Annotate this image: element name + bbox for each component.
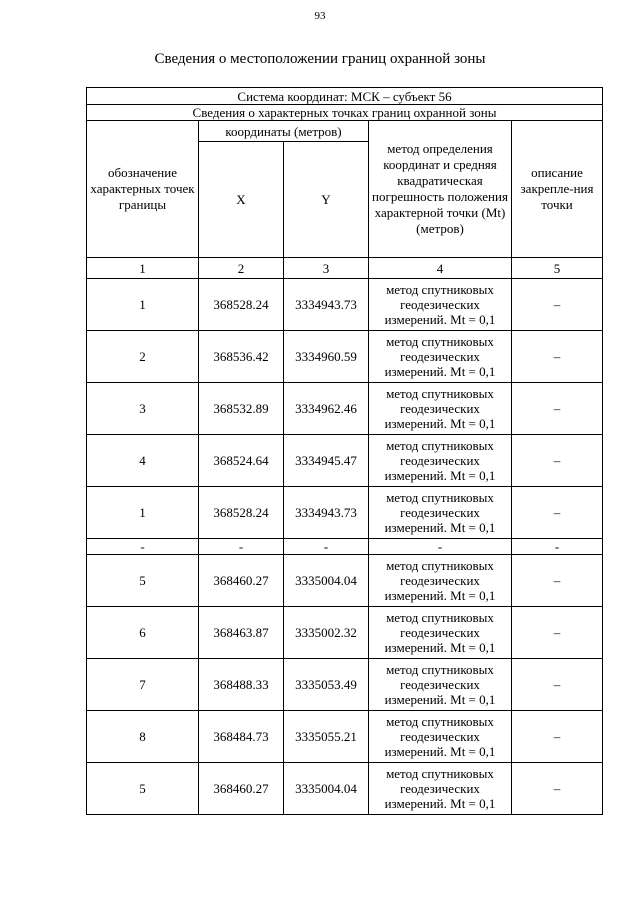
column-number: 3 bbox=[284, 258, 369, 279]
table-row bbox=[87, 607, 603, 659]
boundary-points-table bbox=[86, 87, 603, 815]
coordinate-y: 3334962.46 bbox=[284, 383, 369, 435]
point-designation: 7 bbox=[87, 659, 199, 711]
point-designation: 5 bbox=[87, 555, 199, 607]
point-fixing-description: – bbox=[512, 607, 603, 659]
coordinate-x: 368528.24 bbox=[199, 279, 284, 331]
method-description: метод спутниковых геодезических измерений. Mt = 0,1 bbox=[369, 331, 512, 383]
header-y: Y bbox=[284, 142, 369, 258]
point-designation: 5 bbox=[87, 763, 199, 815]
point-fixing-description: – bbox=[512, 711, 603, 763]
separator-cell: - bbox=[284, 539, 369, 555]
table-row bbox=[87, 711, 603, 763]
coordinate-system-label: Система координат: МСК – субъект 56 bbox=[87, 88, 603, 105]
coordinate-y: 3334943.73 bbox=[284, 487, 369, 539]
separator-cell: - bbox=[199, 539, 284, 555]
coordinate-y: 3335004.04 bbox=[284, 555, 369, 607]
coordinate-y: 3334960.59 bbox=[284, 331, 369, 383]
header-x: X bbox=[199, 142, 284, 258]
point-fixing-description: – bbox=[512, 487, 603, 539]
coordinate-x: 368460.27 bbox=[199, 555, 284, 607]
separator-row bbox=[87, 539, 603, 555]
point-fixing-description: – bbox=[512, 659, 603, 711]
separator-cell: - bbox=[369, 539, 512, 555]
point-designation: 6 bbox=[87, 607, 199, 659]
table-row bbox=[87, 763, 603, 815]
method-description: метод спутниковых геодезических измерений. Mt = 0,1 bbox=[369, 383, 512, 435]
document-title: Сведения о местоположении границ охранной зоны bbox=[154, 51, 486, 67]
header-description: описание закрепле-ния точки bbox=[512, 121, 603, 258]
method-description: метод спутниковых геодезических измерений. Mt = 0,1 bbox=[369, 435, 512, 487]
table-row bbox=[87, 555, 603, 607]
coordinate-y: 3334943.73 bbox=[284, 279, 369, 331]
point-fixing-description: – bbox=[512, 435, 603, 487]
header-coordinates: координаты (метров) bbox=[199, 121, 369, 142]
table-subtitle-row bbox=[87, 105, 603, 121]
coordinate-x: 368484.73 bbox=[199, 711, 284, 763]
column-number: 2 bbox=[199, 258, 284, 279]
coordinate-y: 3335055.21 bbox=[284, 711, 369, 763]
coordinate-x: 368463.87 bbox=[199, 607, 284, 659]
table-row bbox=[87, 331, 603, 383]
table-subtitle: Сведения о характерных точках границ охранной зоны bbox=[87, 105, 603, 121]
coordinate-y: 3334945.47 bbox=[284, 435, 369, 487]
coordinate-y: 3335004.04 bbox=[284, 763, 369, 815]
point-designation: 1 bbox=[87, 279, 199, 331]
page-number: 93 bbox=[314, 10, 326, 22]
point-designation: 3 bbox=[87, 383, 199, 435]
point-designation: 4 bbox=[87, 435, 199, 487]
coordinate-x: 368528.24 bbox=[199, 487, 284, 539]
column-number: 4 bbox=[369, 258, 512, 279]
table-row bbox=[87, 487, 603, 539]
method-description: метод спутниковых геодезических измерений. Mt = 0,1 bbox=[369, 763, 512, 815]
column-number: 1 bbox=[87, 258, 199, 279]
column-number: 5 bbox=[512, 258, 603, 279]
table-row bbox=[87, 383, 603, 435]
table-row bbox=[87, 435, 603, 487]
coordinate-y: 3335002.32 bbox=[284, 607, 369, 659]
point-fixing-description: – bbox=[512, 763, 603, 815]
coordinate-system-row bbox=[87, 88, 603, 105]
header-designation: обозначение характерных точек границы bbox=[87, 121, 199, 258]
point-designation: 1 bbox=[87, 487, 199, 539]
point-fixing-description: – bbox=[512, 331, 603, 383]
point-fixing-description: – bbox=[512, 279, 603, 331]
coordinate-x: 368460.27 bbox=[199, 763, 284, 815]
method-description: метод спутниковых геодезических измерений. Mt = 0,1 bbox=[369, 711, 512, 763]
separator-cell: - bbox=[87, 539, 199, 555]
method-description: метод спутниковых геодезических измерений. Mt = 0,1 bbox=[369, 555, 512, 607]
header-row bbox=[87, 121, 603, 142]
table-row bbox=[87, 279, 603, 331]
method-description: метод спутниковых геодезических измерений. Mt = 0,1 bbox=[369, 607, 512, 659]
method-description: метод спутниковых геодезических измерений. Mt = 0,1 bbox=[369, 279, 512, 331]
coordinate-x: 368536.42 bbox=[199, 331, 284, 383]
table-row bbox=[87, 659, 603, 711]
coordinate-y: 3335053.49 bbox=[284, 659, 369, 711]
header-method: метод определения координат и средняя квадратическая погрешность положения характерной точки (Mt) (метров) bbox=[369, 121, 512, 258]
point-designation: 2 bbox=[87, 331, 199, 383]
coordinate-x: 368532.89 bbox=[199, 383, 284, 435]
coordinate-x: 368524.64 bbox=[199, 435, 284, 487]
separator-cell: - bbox=[512, 539, 603, 555]
coordinate-x: 368488.33 bbox=[199, 659, 284, 711]
point-fixing-description: – bbox=[512, 383, 603, 435]
column-numbers-row bbox=[87, 258, 603, 279]
point-designation: 8 bbox=[87, 711, 199, 763]
point-fixing-description: – bbox=[512, 555, 603, 607]
method-description: метод спутниковых геодезических измерений. Mt = 0,1 bbox=[369, 659, 512, 711]
method-description: метод спутниковых геодезических измерений. Mt = 0,1 bbox=[369, 487, 512, 539]
